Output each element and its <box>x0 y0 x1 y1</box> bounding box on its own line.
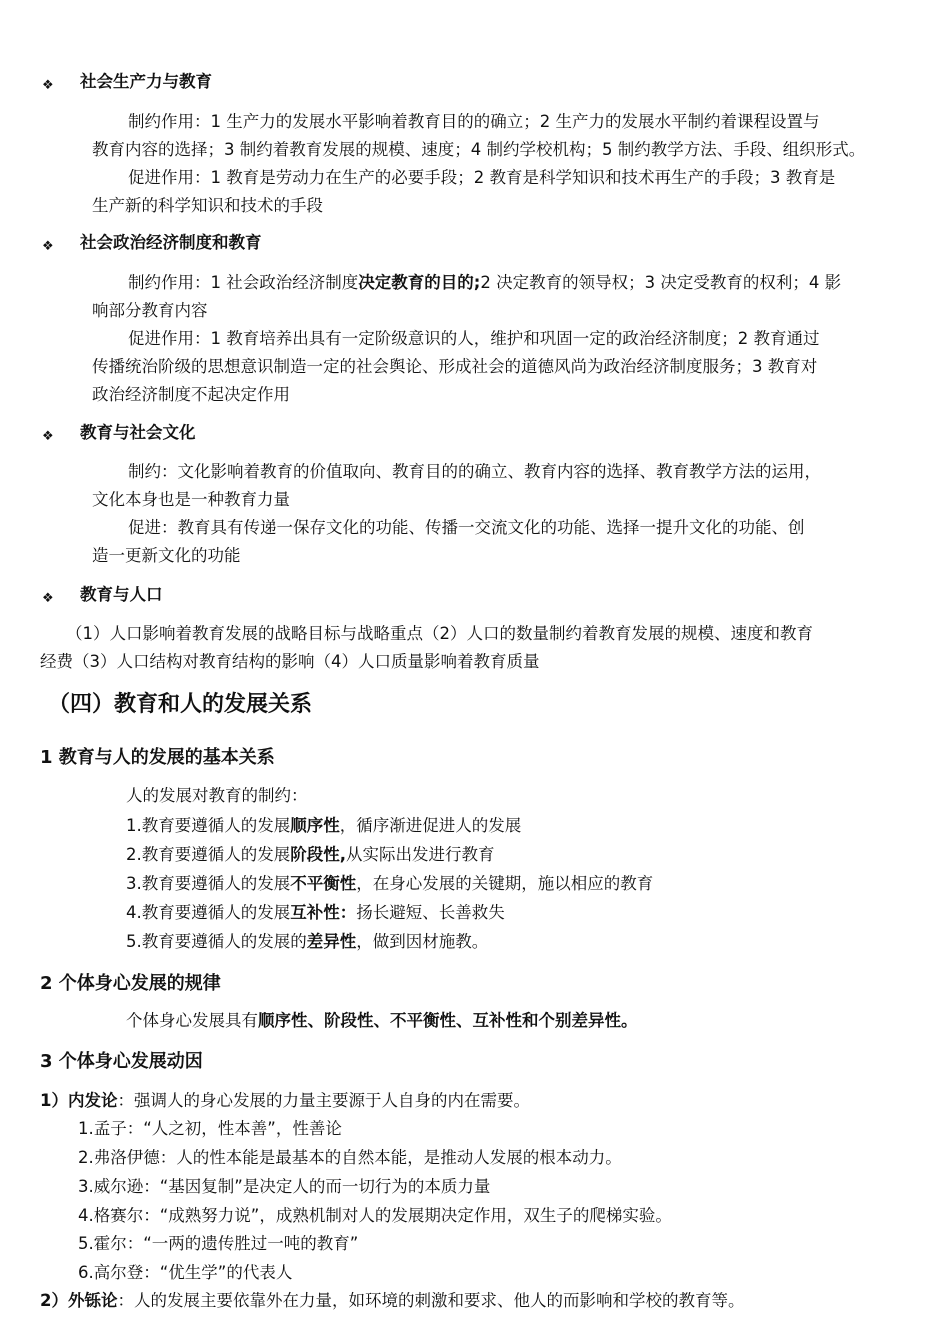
bullet-diamond-icon: ❖ <box>42 591 54 606</box>
text-run: 4.教育要遵循人的发展 <box>126 903 291 922</box>
paragraph-line: 促进作用：1 教育培养出具有一定阶级意识的人，维护和巩固一定的政治经济制度；2 教育通过 <box>128 329 820 348</box>
bullet-diamond-icon: ❖ <box>42 429 54 444</box>
bullet-diamond-icon: ❖ <box>42 239 54 254</box>
emphasis-text: 阶段性, <box>290 845 347 864</box>
emphasis-text: 差异性 <box>306 932 357 951</box>
intro-line: 人的发展对教育的制约： <box>126 786 308 805</box>
paragraph-line <box>128 272 841 294</box>
list-item: 6.高尔登：“优生学”的代表人 <box>78 1263 293 1282</box>
paragraph-line: 文化本身也是一种教育力量 <box>92 490 290 509</box>
list-item: 3.威尔逊：“基因复制”是决定人的而一切行为的本质力量 <box>78 1177 491 1196</box>
paragraph-line <box>40 1290 744 1312</box>
text-run: 5.教育要遵循人的发展的 <box>126 932 307 951</box>
list-item <box>126 931 488 953</box>
list-item: 5.霍尔：“一两的遗传胜过一吨的教育” <box>78 1234 359 1253</box>
list-item: 1.孟子：“人之初，性本善”，性善论 <box>78 1119 342 1138</box>
paragraph-line: 促进作用：1 教育是劳动力在生产的必要手段；2 教育是科学知识和技术再生产的手段；3 教育是 <box>128 168 836 187</box>
paragraph-line: 造一更新文化的功能 <box>92 546 241 565</box>
text-run: 从实际出发进行教育 <box>346 845 495 864</box>
list-item <box>126 815 521 837</box>
list-item <box>126 873 653 895</box>
paragraph-line: 响部分教育内容 <box>92 301 208 320</box>
emphasis-text: 决定教育的目的; <box>358 273 481 292</box>
emphasis-text: 顺序性 <box>290 816 340 835</box>
chapter-heading: （四）教育和人的发展关系 <box>48 692 313 717</box>
text-run: ：人的发展主要依靠外在力量，如环境的刺激和要求、他人的而影响和学校的教育等。 <box>117 1291 745 1310</box>
paragraph-line: 制约：文化影响着教育的价值取向、教育目的的确立、教育内容的选择、教育教学方法的运用， <box>128 462 821 481</box>
list-item <box>126 844 495 866</box>
paragraph-line: （1）人口影响着教育发展的战略目标与战略重点（2）人口的数量制约着教育发展的规模、速度和教育 <box>66 624 813 643</box>
text-run: 2.教育要遵循人的发展 <box>126 845 291 864</box>
text-run: 1.教育要遵循人的发展 <box>126 816 291 835</box>
text-run: 扬长避短、长善救失 <box>356 903 505 922</box>
list-item: 4.格赛尔：“成熟努力说”，成熟机制对人的发展期决定作用，双生子的爬梯实验。 <box>78 1206 672 1225</box>
emphasis-text: 2）外铄论 <box>40 1291 118 1310</box>
paragraph-line: 传播统治阶级的思想意识制造一定的社会舆论、形成社会的道德风尚为政治经济制度服务；3 教育对 <box>92 357 818 376</box>
text-run: 2 决定教育的领导权；3 决定受教育的权利；4 影 <box>480 273 842 292</box>
text-run: ，做到因材施教。 <box>356 932 489 951</box>
list-item: 2.弗洛伊德：人的性本能是最基本的自然本能，是推动人发展的根本动力。 <box>78 1148 622 1167</box>
section-title: 教育与社会文化 <box>80 423 196 442</box>
paragraph-line: 生产新的科学知识和技术的手段 <box>92 196 323 215</box>
emphasis-text: 不平衡性 <box>290 874 357 893</box>
text-run: 个体身心发展具有 <box>126 1011 258 1030</box>
section-title: 教育与人口 <box>80 585 163 604</box>
text-run: ，在身心发展的关键期，施以相应的教育 <box>356 874 654 893</box>
subsection-title: 2 个体身心发展的规律 <box>40 973 221 994</box>
text-run: ：强调人的身心发展的力量主要源于人自身的内在需要。 <box>117 1091 530 1110</box>
section-title: 社会生产力与教育 <box>80 72 212 91</box>
subsection-title: 1 教育与人的发展的基本关系 <box>40 747 275 768</box>
paragraph-line <box>126 1010 638 1032</box>
paragraph-line: 经费（3）人口结构对教育结构的影响（4）人口质量影响着教育质量 <box>40 652 540 671</box>
section-title: 社会政治经济制度和教育 <box>80 233 262 252</box>
list-item <box>126 902 505 924</box>
text-run: 3.教育要遵循人的发展 <box>126 874 291 893</box>
text-run: ，循序渐进促进人的发展 <box>339 816 522 835</box>
emphasis-text: 顺序性、阶段性、不平衡性、互补性和个别差异性。 <box>258 1011 638 1030</box>
paragraph-line <box>40 1090 530 1112</box>
paragraph-line: 制约作用：1 生产力的发展水平影响着教育目的的确立；2 生产力的发展水平制约着课程设置与 <box>128 112 820 131</box>
paragraph-line: 政治经济制度不起决定作用 <box>92 385 290 404</box>
subsection-title: 3 个体身心发展动因 <box>40 1051 203 1072</box>
emphasis-text: 互补性： <box>290 903 357 922</box>
paragraph-line: 教育内容的选择；3 制约着教育发展的规模、速度；4 制约学校机构；5 制约教学方法、手段、组织形式。 <box>92 140 866 159</box>
emphasis-text: 1）内发论 <box>40 1091 118 1110</box>
bullet-diamond-icon: ❖ <box>42 78 54 93</box>
paragraph-line: 促进：教育具有传递一保存文化的功能、传播一交流文化的功能、选择一提升文化的功能、创 <box>128 518 805 537</box>
text-run: 制约作用：1 社会政治经济制度 <box>128 273 359 292</box>
